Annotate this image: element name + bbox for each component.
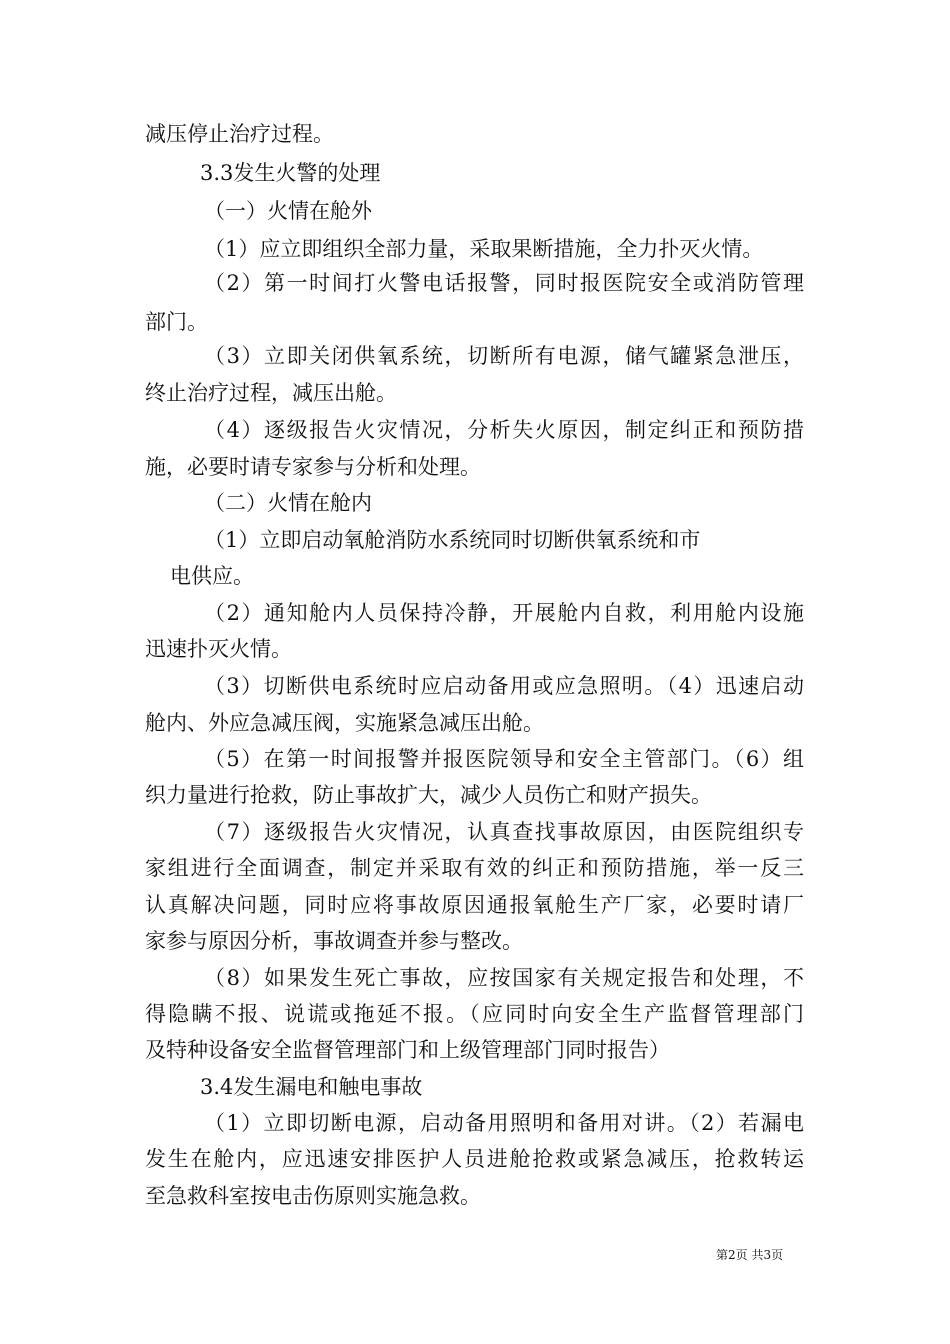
text-line: 至急救科室按电击伤原则实施急救。 (145, 1184, 481, 1208)
text-line: 迅速扑灭火情。 (145, 637, 292, 661)
text-line: （8）如果发生死亡事故，应按国家有关规定报告和处理，不 (204, 966, 804, 990)
text-line: （2）第一时间打火警电话报警，同时报医院安全或消防管理 (204, 271, 804, 295)
page-number: 第2页 共3页 (716, 1248, 784, 1262)
text-line: 家参与原因分析，事故调查并参与整改。 (145, 929, 523, 953)
text-line: 认真解决问题，同时应将事故原因通报氧舱生产厂家，必要时请厂 (145, 893, 804, 917)
text-line: 舱内、外应急减压阀，实施紧急减压出舱。 (145, 711, 544, 735)
subsection-heading: （二）火情在舱内 (204, 491, 372, 515)
text-line: 电供应。 (170, 564, 254, 588)
text-line: （7）逐级报告火灾情况，认真查找事故原因，由医院组织专 (204, 820, 804, 844)
section-heading: 3.4发生漏电和触电事故 (200, 1075, 423, 1099)
text-line: 得隐瞒不报、说谎或拖延不报。（应同时向安全生产监督管理部门 (145, 1002, 804, 1026)
text-line: 减压停止治疗过程。 (145, 122, 334, 146)
text-line: （2）通知舱内人员保持冷静，开展舱内自救，利用舱内设施 (204, 601, 804, 625)
text-line: （1）立即启动氧舱消防水系统同时切断供氧系统和市 (204, 528, 701, 552)
text-line: 织力量进行抢救，防止事故扩大，减少人员伤亡和财产损失。 (145, 783, 712, 807)
text-line: 家组进行全面调查，制定并采取有效的纠正和预防措施，举一反三 (145, 856, 804, 880)
text-line: （1）立即切断电源，启动备用照明和备用对讲。（2）若漏电 (204, 1111, 804, 1135)
text-line: （4）逐级报告火灾情况，分析失火原因，制定纠正和预防措 (204, 418, 804, 442)
text-line: （5）在第一时间报警并报医院领导和安全主管部门。（6）组 (204, 747, 804, 771)
text-line: 部门。 (145, 310, 208, 334)
text-line: 发生在舱内，应迅速安排医护人员进舱抢救或紧急减压，抢救转运 (145, 1147, 804, 1171)
text-line: 施，必要时请专家参与分析和处理。 (145, 455, 481, 479)
text-line: （3）立即关闭供氧系统，切断所有电源，储气罐紧急泄压， (204, 344, 804, 368)
text-line: 终止治疗过程，减压出舱。 (145, 381, 397, 405)
text-line: （3）切断供电系统时应启动备用或应急照明。（4）迅速启动 (204, 674, 804, 698)
section-heading: 3.3发生火警的处理 (200, 161, 381, 185)
subsection-heading: （一）火情在舱外 (204, 199, 372, 223)
text-line: 及特种设备安全监督管理部门和上级管理部门同时报告） (145, 1038, 670, 1062)
text-line: （1）应立即组织全部力量，采取果断措施，全力扑灭火情。 (204, 237, 764, 261)
